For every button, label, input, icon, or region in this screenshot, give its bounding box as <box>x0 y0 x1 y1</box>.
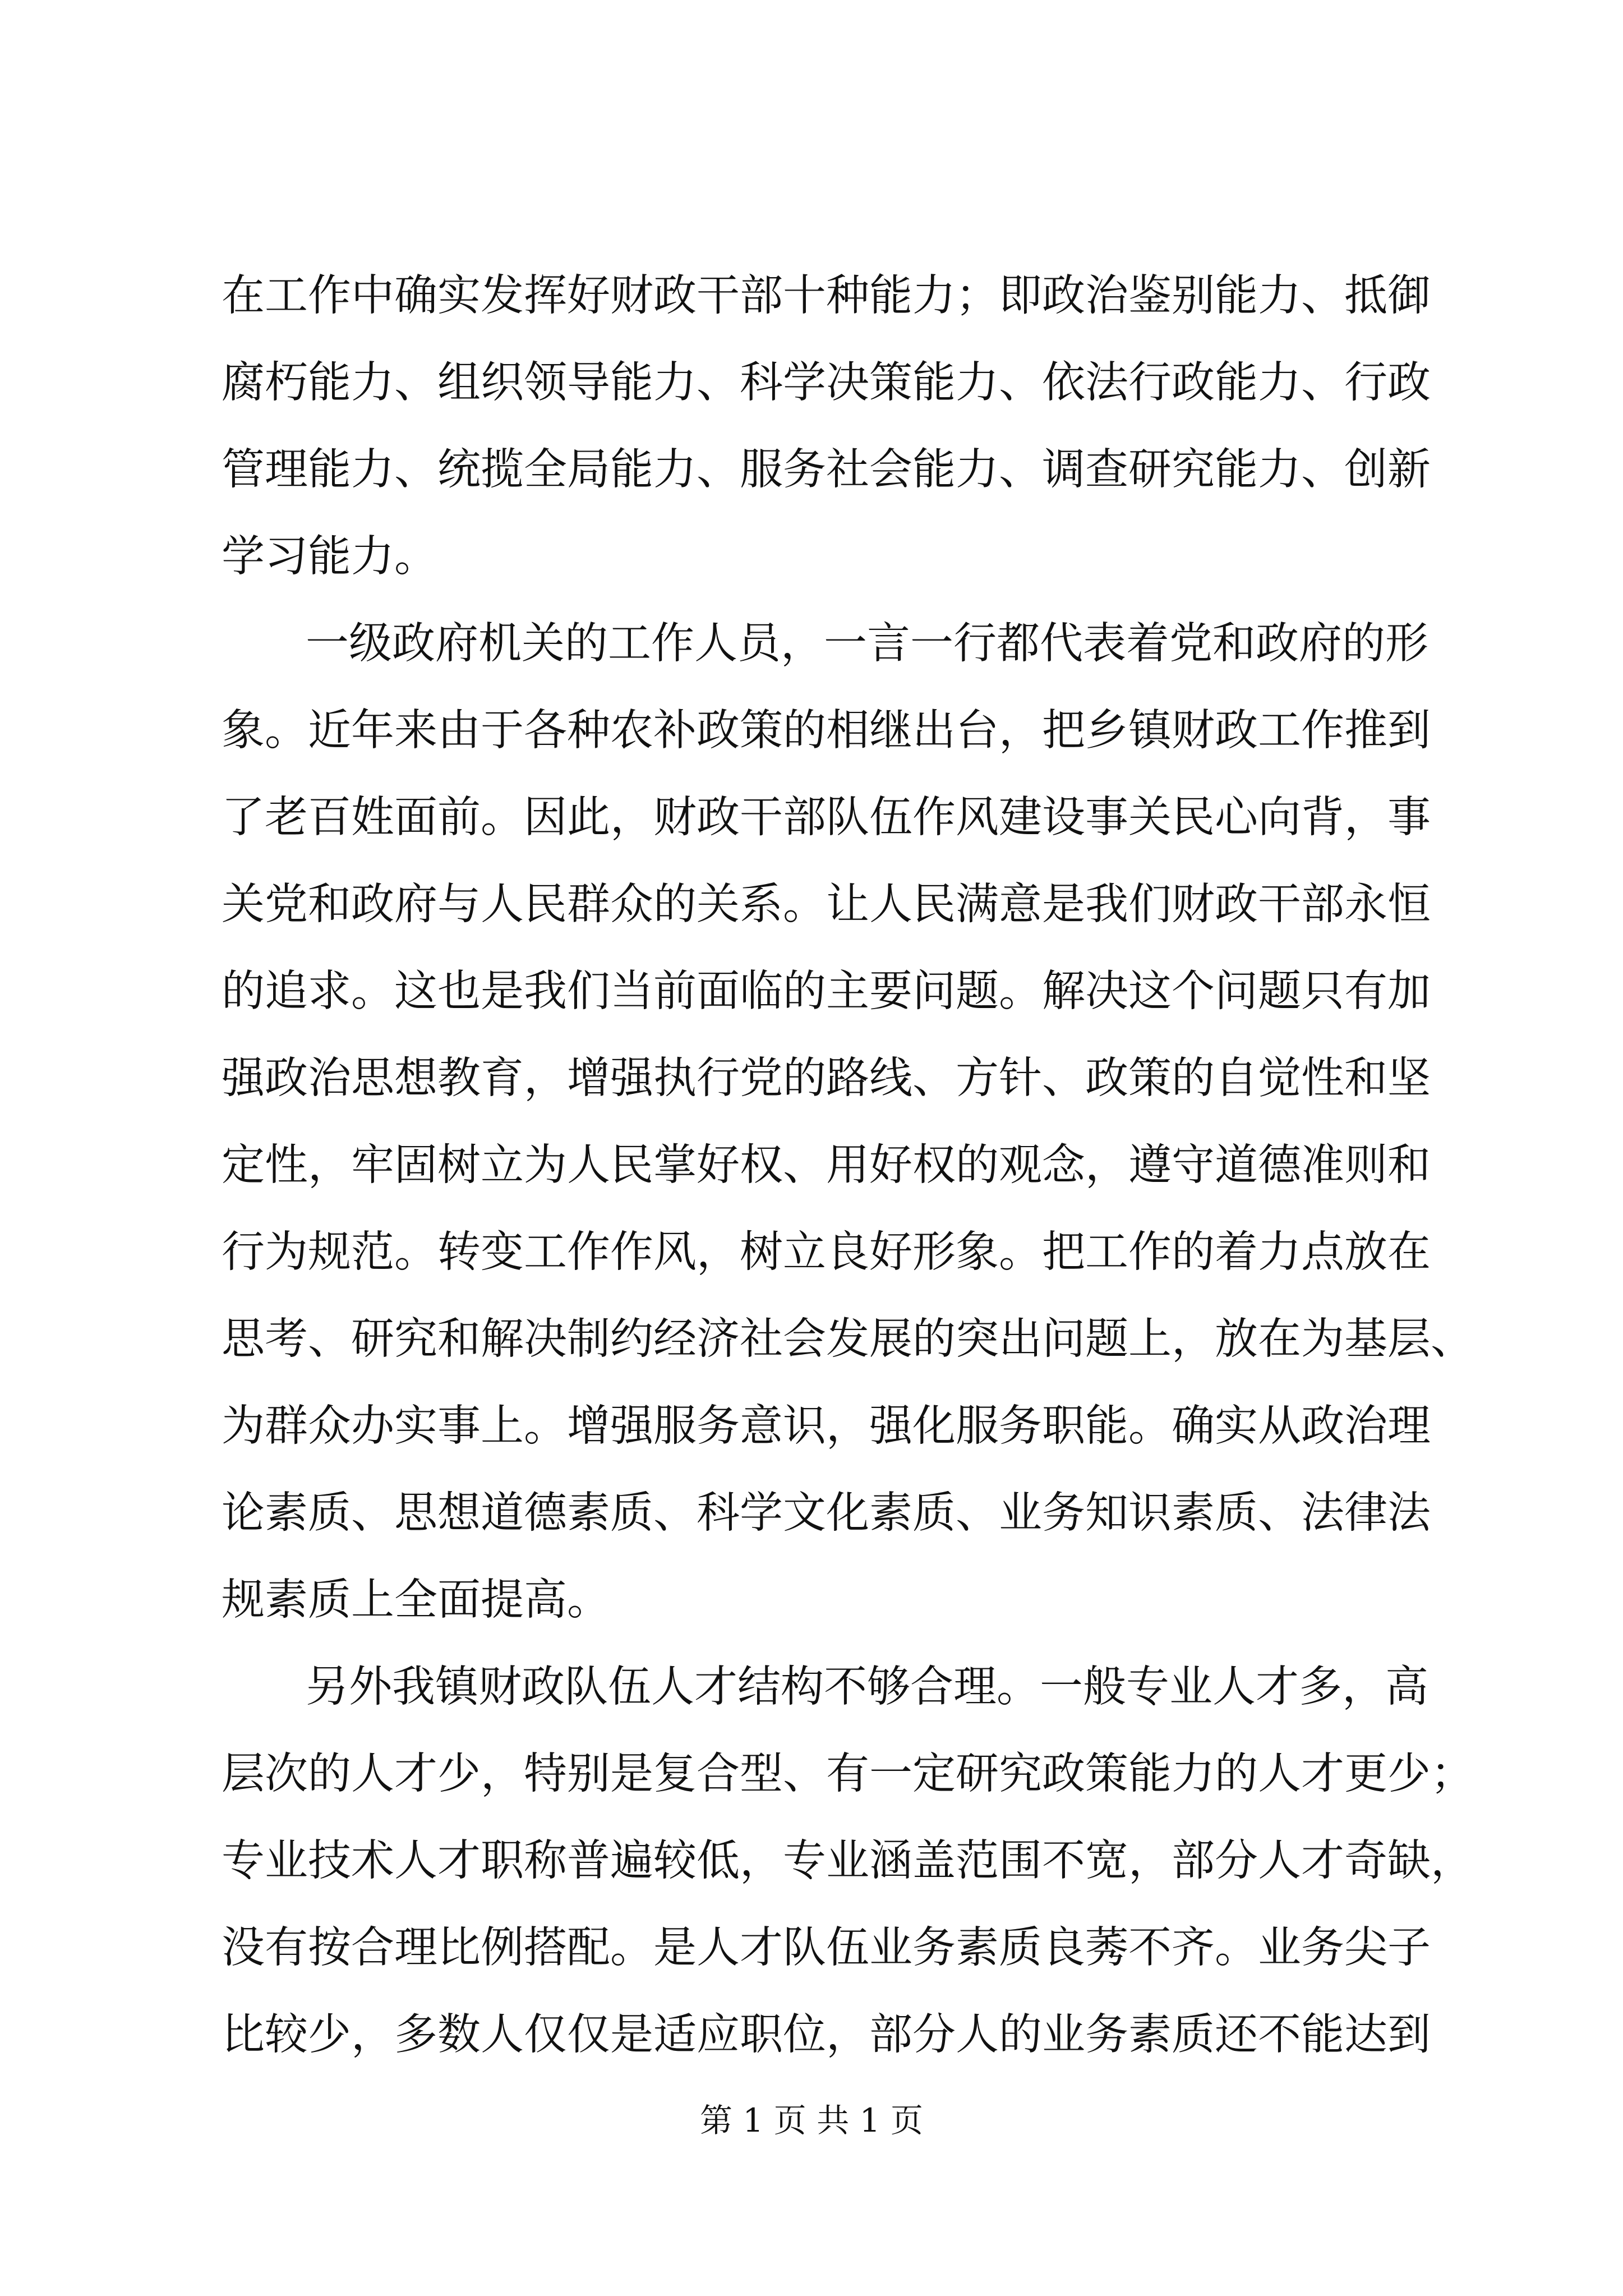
text-line: 思 考 、 研 究 和 解 决 制 约 经 济 社 会 发 展 的 突 出 问 题 上 ， 放 在 为 基 层 、 <box>222 1314 1474 1364</box>
text-line: 管 理 能 力 、 统 揽 全 局 能 力 、 服 务 社 会 能 力 、 调 查 研 究 能 力 、 创 新 <box>222 445 1431 495</box>
text-line: 行 为 规 范 。 转 变 工 作 作 风 ， 树 立 良 好 形 象 。 把 工 作 的 着 力 点 放 在 <box>222 1227 1431 1277</box>
text-line: 论 素 质 、 思 想 道 德 素 质 、 科 学 文 化 素 质 、 业 务 知 识 素 质 、 法 律 法 <box>222 1488 1431 1538</box>
text-line: 象 。 近 年 来 由 于 各 种 农 补 政 策 的 相 继 出 台 ， 把 乡 镇 财 政 工 作 推 到 <box>222 706 1431 756</box>
text-line: 另 外 我 镇 财 政 队 伍 人 才 结 构 不 够 合 理 。 一 般 专 业 人 才 多 ， 高 <box>306 1662 1428 1712</box>
text-line: 没 有 按 合 理 比 例 搭 配 。 是 人 才 队 伍 业 务 素 质 良 莠 不 齐 。 业 务 尖 子 <box>222 1923 1431 1973</box>
text-line: 了 老 百 姓 面 前 。 因 此 ， 财 政 干 部 队 伍 作 风 建 设 事 关 民 心 向 背 ， 事 <box>222 793 1431 843</box>
text-line: 腐 朽 能 力 、 组 织 领 导 能 力 、 科 学 决 策 能 力 、 依 法 行 政 能 力 、 行 政 <box>222 358 1431 408</box>
text-line: 层 次 的 人 才 少 ， 特 别 是 复 合 型 、 有 一 定 研 究 政 策 能 力 的 人 才 更 少 ； <box>222 1749 1474 1799</box>
text-line: 的 追 求 。 这 也 是 我 们 当 前 面 临 的 主 要 问 题 。 解 决 这 个 问 题 只 有 加 <box>222 967 1431 1016</box>
text-line: 学 习 能 力 。 <box>222 532 437 582</box>
paragraph-3 <box>222 1644 1474 2078</box>
text-line: 在 工 作 中 确 实 发 挥 好 财 政 干 部 十 种 能 力 ； 即 政 治 鉴 别 能 力 、 抵 御 <box>222 271 1431 321</box>
paragraph-2 <box>222 600 1474 1644</box>
text-line: 规 素 质 上 全 面 提 高 。 <box>222 1575 610 1625</box>
paragraph-1 <box>222 252 1431 600</box>
text-line: 强 政 治 思 想 教 育 ， 增 强 执 行 党 的 路 线 、 方 针 、 政 策 的 自 觉 性 和 坚 <box>222 1053 1431 1103</box>
document-body <box>222 252 1474 2078</box>
page-footer: 第 1 页 共 1 页 <box>700 2101 923 2139</box>
text-line: 比 较 少 ， 多 数 人 仅 仅 是 适 应 职 位 ， 部 分 人 的 业 务 素 质 还 不 能 达 到 <box>222 2010 1431 2060</box>
text-line: 关 党 和 政 府 与 人 民 群 众 的 关 系 。 让 人 民 满 意 是 我 们 财 政 干 部 永 恒 <box>222 880 1431 930</box>
text-line: 专 业 技 术 人 才 职 称 普 遍 较 低 ， 专 业 涵 盖 范 围 不 宽 ， 部 分 人 才 奇 缺 ， <box>222 1836 1474 1886</box>
text-line: 一 级 政 府 机 关 的 工 作 人 员 ， 一 言 一 行 都 代 表 着 党 和 政 府 的 形 <box>306 619 1428 669</box>
text-line: 定 性 ， 牢 固 树 立 为 人 民 掌 好 权 、 用 好 权 的 观 念 ， 遵 守 道 德 准 则 和 <box>222 1140 1431 1190</box>
text-line: 为 群 众 办 实 事 上 。 增 强 服 务 意 识 ， 强 化 服 务 职 能 。 确 实 从 政 治 理 <box>222 1401 1431 1451</box>
